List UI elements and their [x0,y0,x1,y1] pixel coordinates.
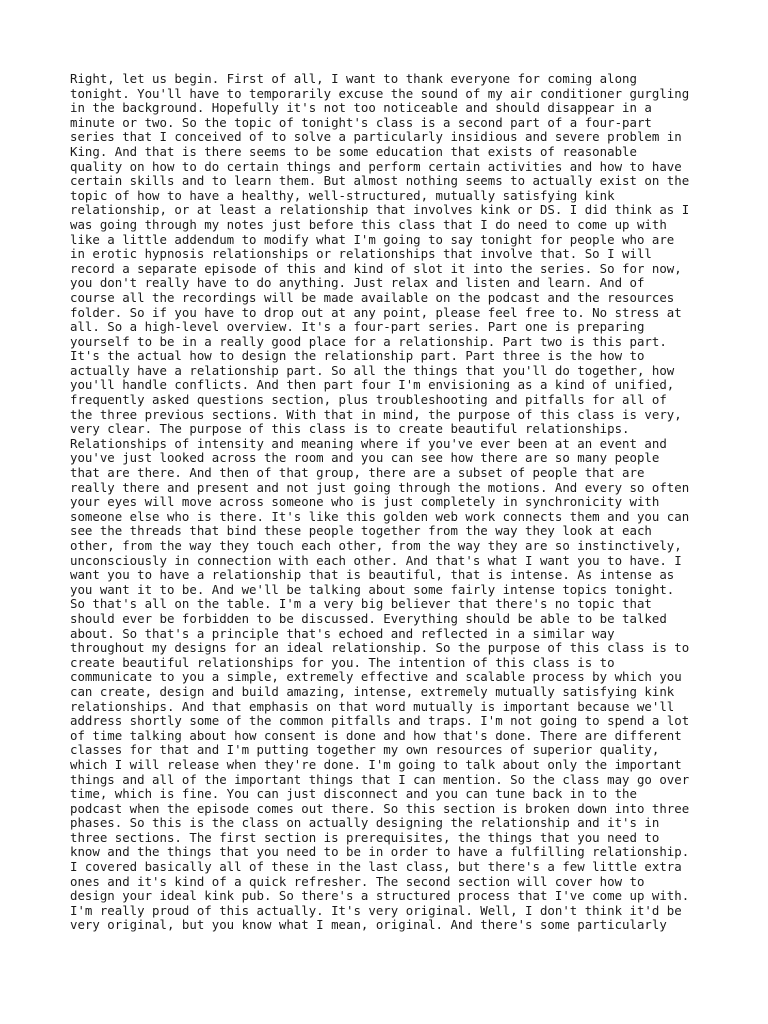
text-line: you've just looked across the room and you can see how there are so many people [70,450,660,466]
text-line: was going through my notes just before this class that I do need to come up with [70,216,667,232]
text-line: like a little addendum to modify what I'm going to say tonight for people who are [70,231,675,247]
text-line: three sections. The first section is prerequisites, the things that you need to [70,829,660,845]
text-line: King. And that is there seems to be some education that exists of reasonable [70,143,637,159]
text-line: classes for that and I'm putting together my own resources of superior quality, [70,742,660,758]
text-line: which I will release when they're done. I'm going to talk about only the important [70,756,682,772]
text-line: podcast when the episode comes out there. So this section is broken down into three [70,800,690,816]
text-line: should ever be forbidden to be discussed. Everything should be able to be talked [70,610,667,626]
text-line: your eyes will move across someone who is just completely in synchronicity with [70,494,660,510]
text-line: quality on how to do certain things and perform certain activities and how to have [70,158,682,174]
text-line: you'll handle conflicts. And then part four I'm envisioning as a kind of unified, [70,377,675,393]
text-line: can create, design and build amazing, intense, extremely mutually satisfying kink [70,683,675,699]
text-line: minute or two. So the topic of tonight's class is a second part of a four-part [70,114,652,130]
text-line: really there and present and not just going through the motions. And every so often [70,479,690,495]
text-line: I covered basically all of these in the last class, but there's a few little extra [70,859,682,875]
text-line: time, which is fine. You can just disconnect and you can tune back in to the [70,786,637,802]
text-line: very original, but you know what I mean, original. And there's some particularly [70,917,667,933]
text-line: phases. So this is the class on actually designing the relationship and it's in [70,815,660,831]
text-line: ones and it's kind of a quick refresher. The second section will cover how to [70,873,645,889]
text-line: tonight. You'll have to temporarily excuse the sound of my air conditioner gurgling [70,85,690,101]
text-line: about. So that's a principle that's echoed and reflected in a similar way [70,625,615,641]
text-line: want you to have a relationship that is beautiful, that is intense. As intense as [70,567,675,583]
text-line: communicate to you a simple, extremely effective and scalable process by which you [70,669,682,685]
text-line: yourself to be in a really good place for a relationship. Part two is this part. [70,333,667,349]
text-line: in erotic hypnosis relationships or relationships that involve that. So I will [70,246,652,262]
text-line: of time talking about how consent is done and how that's done. There are different [70,727,682,743]
text-line: Relationships of intensity and meaning where if you've ever been at an event and [70,435,667,451]
text-line: certain skills and to learn them. But almost nothing seems to actually exist on the [70,173,690,189]
text-line: that are there. And then of that group, there are a subset of people that are [70,465,645,481]
text-line: It's the actual how to design the relationship part. Part three is the how to [70,348,645,364]
text-line: record a separate episode of this and kind of slot it into the series. So for now, [70,260,682,276]
text-line: So that's all on the table. I'm a very big believer that there's no topic that [70,596,652,612]
text-line: folder. So if you have to drop out at any point, please feel free to. No stress at [70,304,682,320]
text-line: topic of how to have a healthy, well-structured, mutually satisfying kink [70,187,615,203]
text-line: actually have a relationship part. So all the things that you'll do together, how [70,362,675,378]
text-line: all. So a high-level overview. It's a four-part series. Part one is preparing [70,319,645,335]
text-line: unconsciously in connection with each other. And that's what I want you to have. I [70,552,682,568]
text-line: you want it to be. And we'll be talking about some fairly intense topics tonight. [70,581,675,597]
text-line: series that I conceived of to solve a particularly insidious and severe problem in [70,129,682,145]
text-line: course all the recordings will be made available on the podcast and the resources [70,289,675,305]
text-line: frequently asked questions section, plus troubleshooting and pitfalls for all of [70,392,667,408]
text-line: see the threads that bind these people together from the way they look at each [70,523,652,539]
text-line: know and the things that you need to be in order to have a fulfilling relationship. [70,844,690,860]
text-line: you don't really have to do anything. Just relax and listen and learn. And of [70,275,645,291]
text-line: address shortly some of the common pitfalls and traps. I'm not going to spend a lot [70,713,690,729]
text-line: create beautiful relationships for you. The intention of this class is to [70,654,615,670]
text-line: in the background. Hopefully it's not too noticeable and should disappear in a [70,100,652,116]
text-line: I'm really proud of this actually. It's very original. Well, I don't think it'd be [70,902,682,918]
text-line: someone else who is there. It's like this golden web work connects them and you can [70,508,690,524]
text-line: the three previous sections. With that in mind, the purpose of this class is very, [70,406,682,422]
text-line: Right, let us begin. First of all, I want to thank everyone for coming along [70,71,637,86]
text-line: throughout my designs for an ideal relationship. So the purpose of this class is to [70,640,690,656]
text-line: other, from the way they touch each other, from the way they are so instinctively, [70,538,682,553]
text-line: relationship, or at least a relationship that involves kink or DS. I did think as I [70,202,690,218]
document-page [70,72,710,933]
text-line: things and all of the important things that I can mention. So the class may go over [70,771,690,787]
text-line: relationships. And that emphasis on that word mutually is important because we'll [70,698,675,714]
text-line: very clear. The purpose of this class is to create beautiful relationships. [70,421,630,437]
text-line: design your ideal kink pub. So there's a structured process that I've come up with. [70,888,690,904]
